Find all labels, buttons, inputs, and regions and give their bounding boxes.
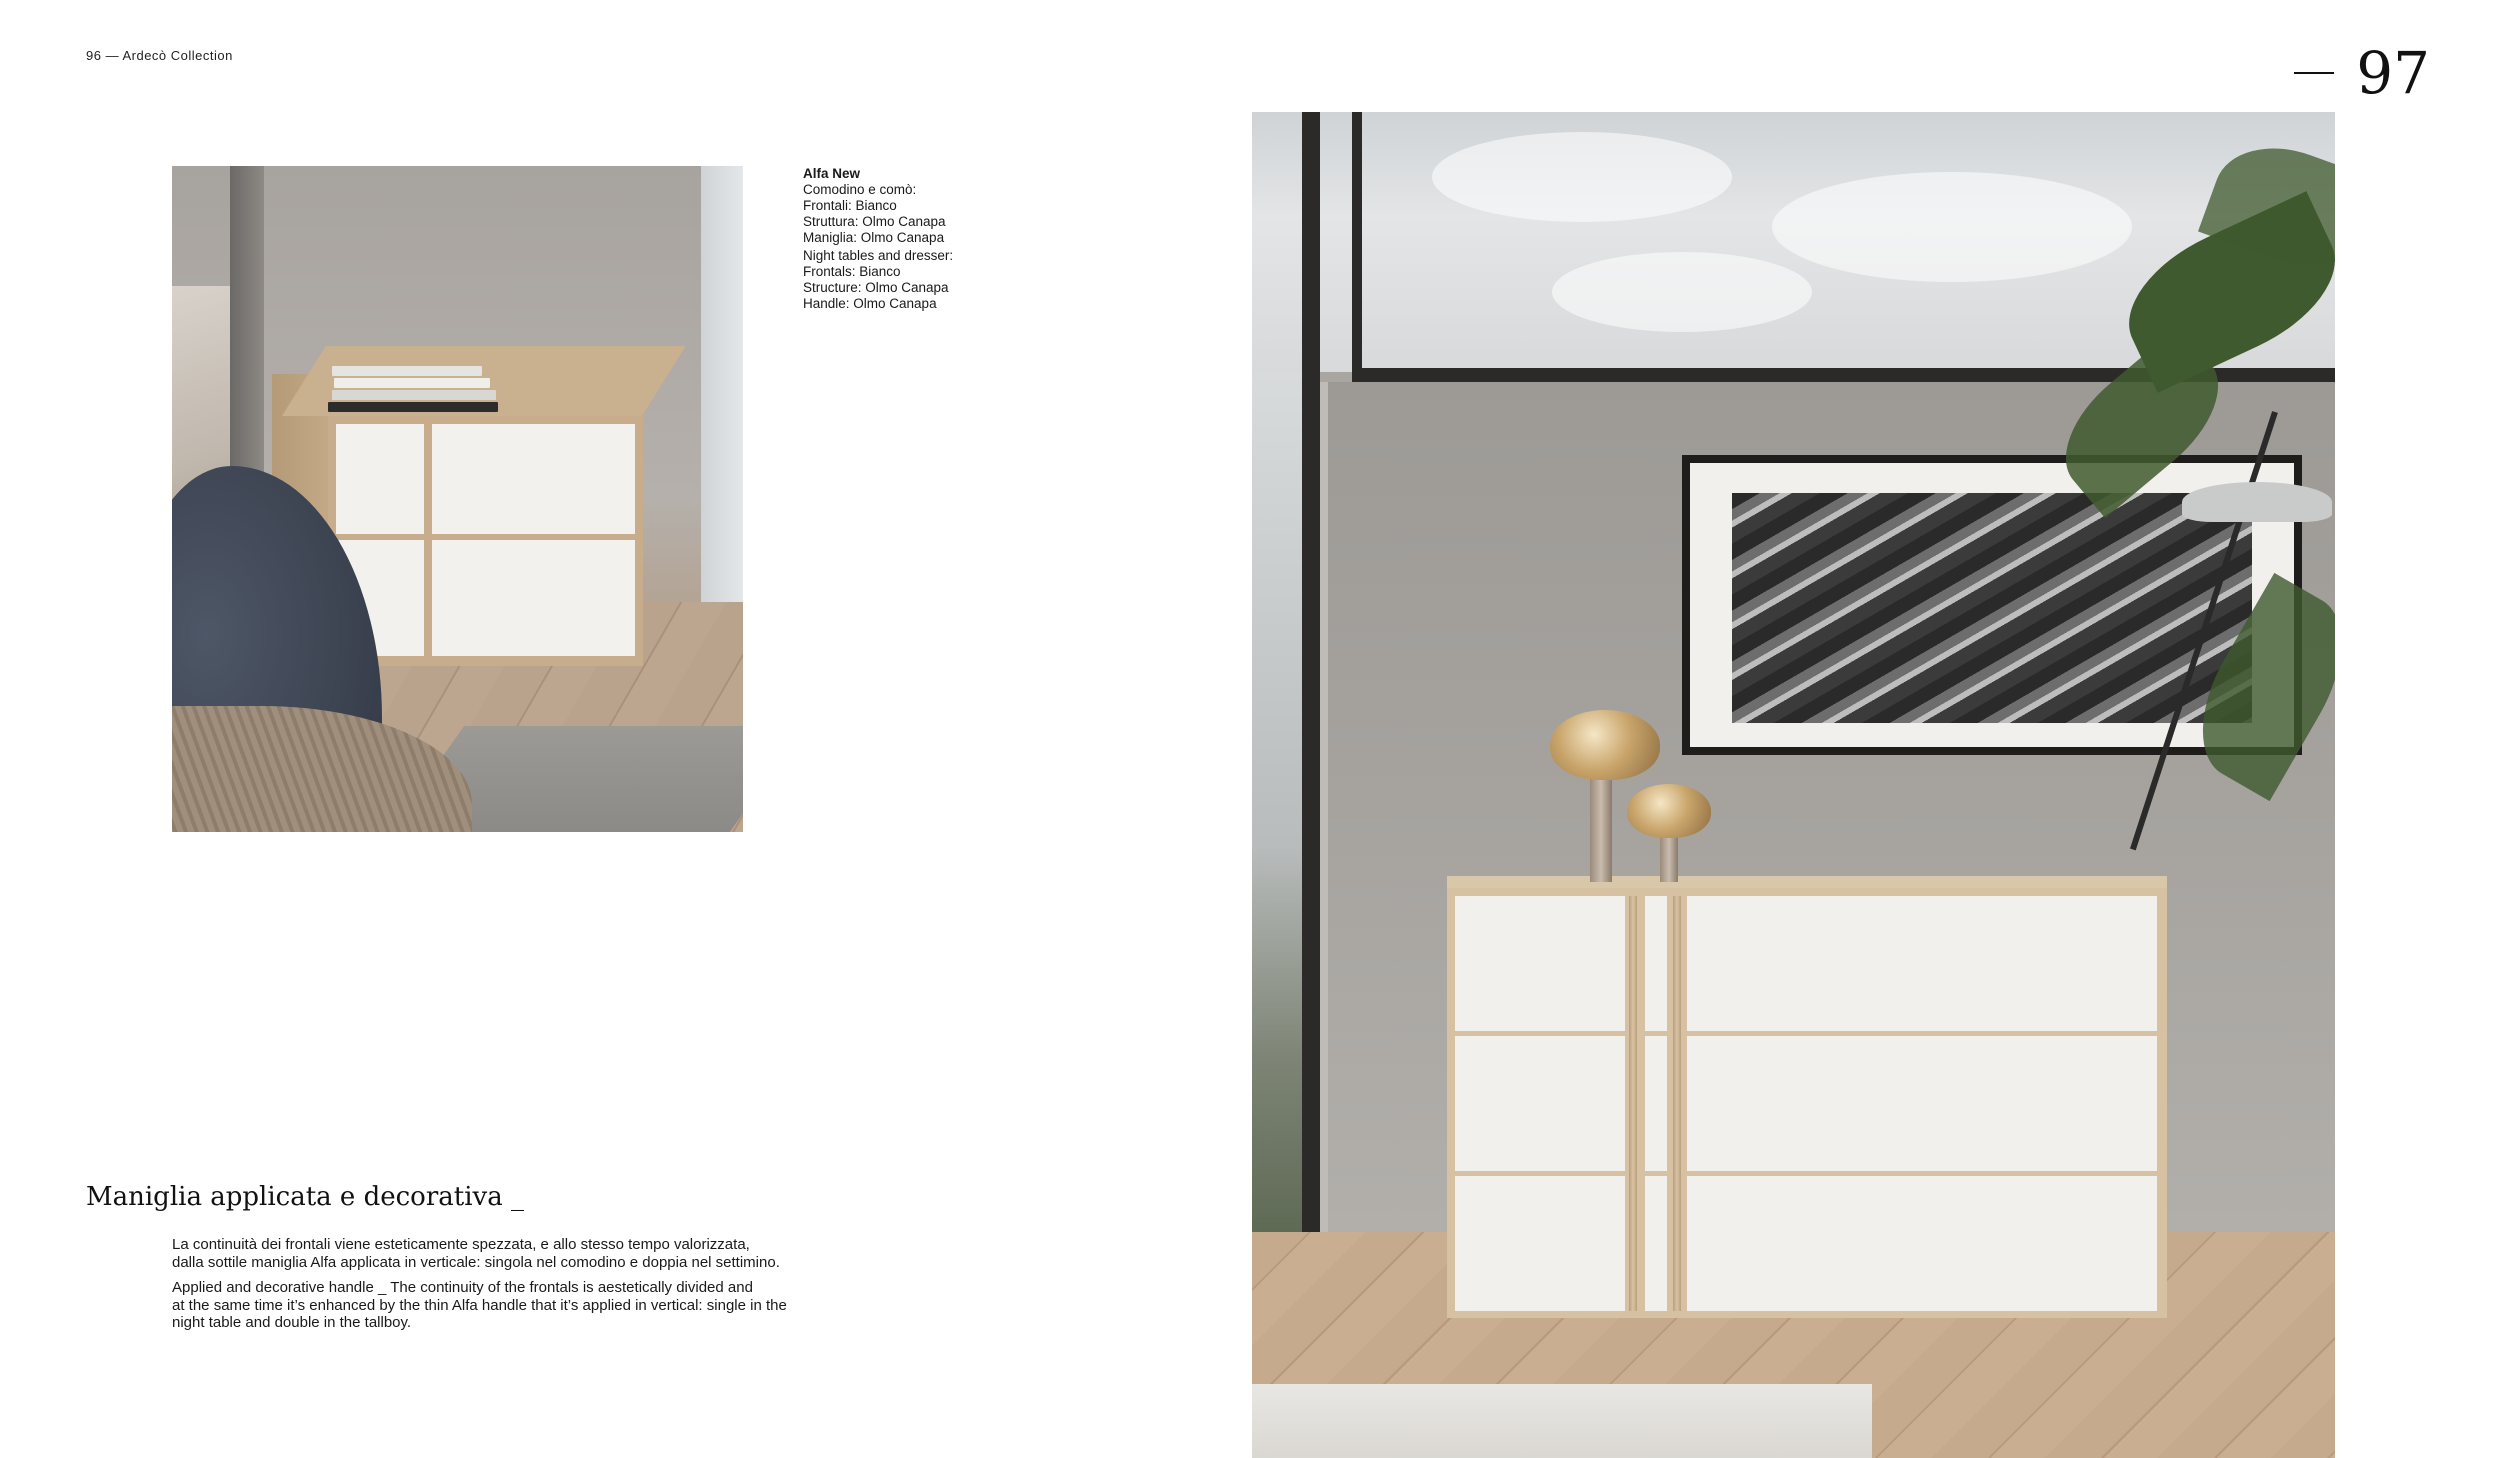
dresser: [1447, 876, 2167, 1326]
drawer-front: [1455, 1176, 1625, 1311]
alfa-handle: [1673, 896, 1681, 1311]
dresser-body: [1447, 888, 2167, 1318]
dresser-top: [1447, 876, 2167, 888]
window-frame: [1302, 112, 1320, 1232]
book: [332, 366, 482, 376]
drawer-front: [336, 424, 424, 534]
book: [332, 390, 496, 400]
drawer-front: [1645, 1176, 1667, 1311]
caption-line: Maniglia: Olmo Canapa: [803, 230, 945, 245]
wall-edge: [1320, 382, 1328, 1232]
alfa-handle: [1629, 896, 1637, 1311]
caption-line: Struttura: Olmo Canapa: [803, 214, 946, 229]
caption-line: Night tables and dresser:: [803, 248, 954, 263]
drawer-front: [432, 540, 635, 656]
drawer-front: [1455, 896, 1625, 1031]
drawer-front: [1687, 1176, 2157, 1311]
drawer-front: [1455, 1036, 1625, 1171]
book-stack: [332, 366, 502, 414]
floor-lamp-shade: [2182, 482, 2332, 522]
drawer-front: [1687, 1036, 2157, 1171]
folio-dash: [2294, 72, 2334, 74]
artwork-image: [1732, 493, 2252, 723]
caption-line: Frontali: Bianco: [803, 198, 897, 213]
page-number-text: 97: [2356, 39, 2430, 107]
lamp-shade: [1627, 784, 1711, 838]
cloud: [1552, 252, 1812, 332]
caption-line: Handle: Olmo Canapa: [803, 296, 937, 311]
nightstand-front: [328, 416, 643, 666]
book: [328, 402, 498, 412]
page-number: [2294, 39, 2430, 107]
lamp-shade: [1550, 710, 1660, 780]
caption-title: Alfa New: [803, 166, 861, 181]
paragraph-english: Applied and decorative handle _ The continuity of the frontals is aestetically divided and at the same time it’s enhanced by the thin Alfa handle that it’s applied in vertical: single in the night table and double in the tallboy.: [172, 1279, 787, 1331]
window-frame: [1352, 112, 1362, 372]
book: [334, 378, 490, 388]
drawer-front: [1687, 896, 2157, 1031]
cloud: [1772, 172, 2132, 282]
product-caption: [803, 166, 953, 312]
paragraph-italian: La continuità dei frontali viene esteticamente spezzata, e allo stesso tempo valorizzata, dalla sottile maniglia Alfa applicata in verticale: singola nel comodino e doppia nel settimino.: [172, 1236, 780, 1271]
section-heading: Maniglia applicata e decorativa _: [86, 1182, 524, 1212]
dresser-photo: [1252, 112, 2335, 1458]
caption-line: Comodino e comò:: [803, 182, 917, 197]
running-head: 96 — Ardecò Collection: [86, 48, 233, 63]
body-text: [172, 1236, 872, 1340]
city-view: [1252, 372, 1302, 1232]
cloud: [1432, 132, 1732, 222]
caption-line: Structure: Olmo Canapa: [803, 280, 949, 295]
caption-line: Frontals: Bianco: [803, 264, 901, 279]
curtain: [701, 166, 743, 626]
white-rug: [1252, 1384, 1872, 1458]
nightstand-photo: [172, 166, 743, 832]
drawer-front: [1645, 1036, 1667, 1171]
drawer-front: [1645, 896, 1667, 1031]
drawer-front: [432, 424, 635, 534]
